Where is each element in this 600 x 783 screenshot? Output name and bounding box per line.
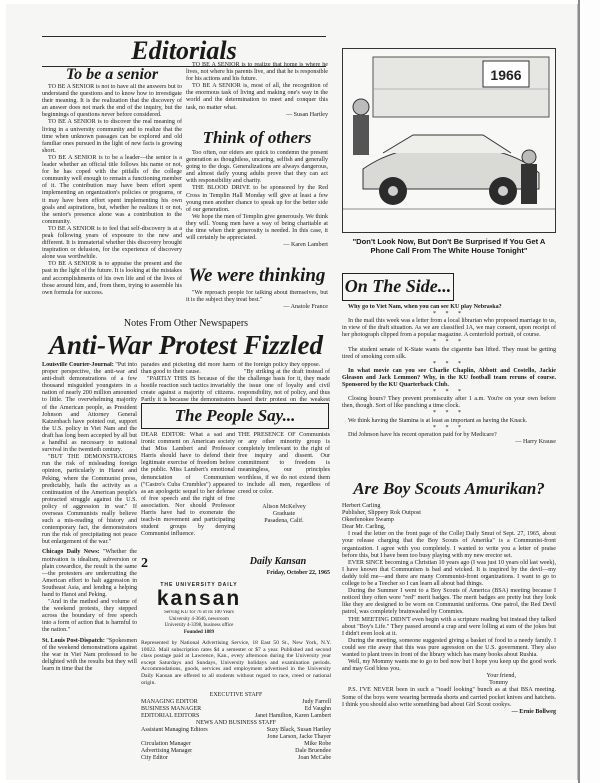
side-column	[342, 304, 556, 474]
notes-source: St. Louis Post-Dispatch:	[42, 637, 105, 644]
senior-p5: TO BE A SENIOR is to appraise the present and the past in the light of the future. It is looking at the mistakes and accomplishments of his own life and of the lives of those around him, and, from them, trying to assemble his own formula for success.	[42, 261, 182, 296]
masthead-name: Daily Kansan	[249, 556, 307, 567]
notes-c1-item	[42, 599, 137, 634]
side-signature: — Harry Krause	[515, 438, 556, 445]
masthead-logo: kansan	[156, 588, 242, 610]
think-p1: Too often, our elders are quick to condemn the present generation as thoughtless, uncaring, selfish and generally going to the dogs. Generalizations are always dangerous, and almost daily young adults prove that they can act with responsibility and charity.	[186, 150, 328, 185]
staff-name: Janet Hamilton, Karen Lambert	[255, 713, 331, 719]
side-stars-4: * * *	[433, 389, 465, 396]
people-signature: Alison McKelvey	[262, 503, 306, 510]
staff-row	[141, 741, 331, 748]
staff-row	[141, 713, 331, 720]
scouts-p6: Well, my Mommy wants me to go to bed now but I hope you keep up the good work and may God bless you.	[342, 659, 556, 673]
staff-row	[141, 699, 331, 706]
notes-c3-item	[238, 369, 330, 402]
senior-column-1	[42, 84, 182, 314]
staff-name: Dale Bruendee	[295, 748, 331, 754]
cartoon-sign-1966: 1966	[490, 67, 522, 83]
scouts-p2: EVER SINCE becoming a Christian 10 years ago (I was just 10 years old last week), I have known that Communism is bad and wicked. It is inspired by the devil—my daddy told me—and there are many Communist-front organizations. I want to go to college to be a Teecher so I can learn all about bad things.	[342, 559, 556, 588]
staff-name: Jone Larson, Jacke Thayer	[267, 734, 331, 740]
staff-row	[141, 755, 331, 762]
scouts-close2: Tommy	[489, 680, 508, 687]
side-p5: We think having the Stamina is at least as important as having the Knack.	[348, 417, 528, 424]
page-number: 2	[141, 556, 148, 571]
scouts-title: Are Boy Scouts Amurikan?	[353, 479, 545, 498]
senior-p4: TO BE A SENIOR is to feel that self-discovery is at a peak following years of exposure to the new and different. It is immaterial whether this discovery brought inspiration or delusion, for the experience of discovery alone was worthwhile.	[42, 225, 182, 261]
senior-column-2	[186, 62, 328, 124]
side-stars-5: * * *	[433, 410, 465, 417]
cartoon-drawing	[343, 49, 555, 232]
scouts-ps: P.S. I'VE NEVER been in such a "toadf looking" bunch as at that BSA meeting. Some of the boys were wearing bermuda shorts and carried pocket knives and hatchets. I think you should also write something bad about Girl Scout cookys.	[342, 687, 556, 708]
scouts-addr1: Herbert Carling	[342, 503, 381, 509]
people-letter-a: DEAR EDITOR: What a sad and ironic comment on American society that Miss Lambert and Professor Harris should have to defend their legitimate exercise of freedom before the public. Miss Lambert's emotional denunciation of Communism ("Castro's Cuba Crumbles") appeared as an apologetic sequel to her defense of free speech and the right of free association. Nor should Professor Harris have had to exonerate the teach-in movement and participating student groups by denying Communist influence.	[141, 432, 235, 538]
notes-text: "PARTLY THIS IS because of the hostile reaction such tactics invariably create against a majority of citizens. Partly it is because the demonstrators	[141, 376, 235, 402]
staff-name: Mike Robe	[304, 741, 331, 747]
people-column-1	[141, 432, 235, 552]
side-q1: Why go to Viet Nam, when you can see KU play Nebraska?	[348, 304, 502, 310]
staff-row	[141, 727, 331, 734]
masthead-staff	[141, 692, 331, 776]
notes-source: Chicago Daily News:	[42, 549, 100, 556]
masthead-tags	[141, 610, 257, 638]
notes-text: "BUT THE DEMONSTRATORS run the risk of misleading foreign opinion, particularly in Hanoi and Peking, where the Communist press, predictably, hails the activity as a continuation of the American people's protracted struggle against the U.S. policy of aggression in war." If overseas Communists really believe such a mis-reading of history and contemporary fact, the demonstrators run the risk of precipitating not peace but enlargement of the war."	[42, 454, 137, 546]
people-letter-b: THE PRESENCE OF Communists or any other minority group is completely irrelevant to the right of free inquiry and dissent. Our commitment to freedom is meaningless, our principles worthless, if we do not extend them to include all men, regardless of creed or color.	[238, 432, 330, 495]
staff-row	[141, 706, 331, 713]
masthead-date: Friday, October 22, 1965	[266, 570, 330, 576]
notes-c1-item	[42, 549, 137, 599]
staff-role: Assistant Managing Editors	[141, 727, 208, 733]
side-p6: Did Johnson have his recent operation paid for by Medicare?	[348, 431, 497, 438]
notes-column-1	[42, 362, 137, 776]
notes-text: "And in the method and volume of the weekend protests, they stepped across the boundary of free speech into a form of action that is harmful to the nation."	[42, 599, 137, 634]
people-column-2	[238, 432, 330, 552]
masthead-description: Represented by National Advertising Service, 18 East 50 St., New York, N.Y. 10022. Mail subscription rates $4 a semester or $7 a year. Published and second class postage paid at Lawrence, Kan., every afternoon during the University year except Saturdays and Sundays, University holidays and examination periods. Accommodations, goods, services and employment advertised in the University Daily Kansan are offered to all students without regard to race, creed or national origin.	[141, 640, 331, 686]
scouts-addr2: Publisher, Slippery Rok Outpost	[342, 510, 421, 517]
scouts-signature: — Ernie Bollweg	[511, 708, 556, 715]
masthead-tag: University 4-3646, newsroom	[169, 616, 229, 622]
notes-c1-item	[42, 454, 137, 546]
staff-name: Ed Vaughn	[304, 706, 331, 712]
people-sigline2: Graduate	[272, 510, 296, 517]
think-column	[186, 150, 328, 266]
political-cartoon	[342, 48, 556, 233]
notes-text: "By striking at the draft instead of the challenge basis for it, they made the issue one of loyalty and civil responsibility, not of policy, and thus based their protest on the weakest	[238, 369, 330, 402]
staff-row	[141, 734, 331, 741]
side-p4: Closing hours? They prevent promiscuity after 1 a.m. You're on your own before then, though. Sort of like punching a time clock.	[342, 396, 556, 410]
thinking-signature: — Anatole France	[283, 304, 328, 311]
senior-signature: — Susan Hartley	[286, 111, 328, 118]
senior-p1: TO BE A SENIOR is not to have all the answers but to understand the questions and to know how to investigate their meaning. It is the realization that the discovery of an answer does not mark the end of the inquiry, but the beginnings of questions never before considered.	[42, 84, 182, 119]
side-p1: In the mail this week was a letter from a local librarian who proposed marriage to us, in view of the draft situation. As we are classified 1A, we may consent, upon receipt of her photograph clipped from a popular magazine. A centerfold portrait, of course.	[342, 318, 556, 339]
think-signature: — Karen Lambert	[283, 242, 328, 249]
staff-role: BUSINESS MANAGER	[141, 706, 202, 712]
masthead-kicker: THE UNIVERSITY DAILY	[160, 582, 238, 588]
scouts-close1: Your friend,	[486, 673, 516, 680]
cartoon-caption: "Don't Look Now, But Don't Be Surprised If You Get A Phone Call From The White House Tonight"	[352, 237, 546, 255]
think-p2: THE BLOOD DRIVE to be sponsored by the Red Cross in Templin Hall Monday will give at least a few young men another chance to speak up for the better side of our generation.	[186, 185, 328, 213]
exec-staff-heading: EXECUTIVE STAFF	[209, 692, 263, 698]
staff-row	[141, 748, 331, 755]
notes-headline: Anti-War Protest Fizzled	[48, 330, 324, 360]
thinking-quote: "We reproach people for talking about themselves, but it is the subject they treat best."	[186, 290, 328, 304]
side-stars-3: * * *	[433, 360, 465, 367]
thinking-title: We were thinking	[188, 265, 326, 286]
staff-role: City Editor	[141, 755, 168, 761]
page-edge-strip	[578, 0, 600, 783]
side-p3: In what movie can you see Charlie Chaplin, Abbott and Costello, Jackie Gleason and Jack Lemmon? Why, in the KU football team reruns of course. Sponsored by the KU Quarterback Club.	[342, 367, 556, 389]
side-stars-1: * * *	[433, 311, 465, 318]
staff-name: Suzy Black, Susan Hartley	[266, 727, 331, 733]
thinking-column	[186, 290, 328, 312]
staff-role: EDITORIAL EDITORS	[141, 713, 200, 719]
staff-name: Judy Farrell	[302, 699, 331, 705]
notes-text: "Put into proper perspective, the anti-war and anti-draft demonstrations of a few thousand misguided youngsters in a nation of nearly 200 million amounted to little. The overwhelming majority of the American people, as President Johnson and Attorney General Katzenbach have pointed out, support the U.S. policy in Viet Nam and the draft has long been accepted by all but a handful as necessary to national survival in the twentieth century.	[42, 362, 137, 454]
notes-c2-item	[141, 362, 235, 376]
notes-column-3	[238, 362, 330, 402]
news-staff-heading: NEWS AND BUSINESS STAFF	[195, 720, 277, 726]
senior-title: To be a senior	[65, 66, 159, 83]
notes-text: of the foreign policy they oppose.	[238, 362, 321, 368]
staff-name: Joan McCabe	[298, 755, 331, 761]
notes-c2-item	[141, 376, 235, 402]
staff-role: MANAGING EDITOR	[141, 699, 198, 705]
staff-role: Circulation Manager	[141, 741, 191, 747]
senior-p6: TO BE A SENIOR is to realize that home is where he lives, not where his parents live, and that he is responsible for his actions and his future.	[186, 62, 328, 83]
notes-text: "Spokesmen of the weekend demonstrations against the war in Viet Nam professed to be delighted with the results but they will learn in time that the	[42, 637, 137, 672]
masthead-tag: University 4-3398, business office	[164, 623, 234, 629]
people-sigline3: Pasadena, Calif.	[264, 518, 304, 525]
senior-p2: TO BE A SENIOR is to discover the real meaning of living in a university community and to realize that the time when unknown passages can be explored and old familiar ones pursued in the light of new facts is growing short.	[42, 119, 182, 154]
scouts-column	[342, 503, 556, 775]
notes-source: Louisville Courier-Journal:	[42, 362, 114, 368]
staff-role: Advertising Manager	[141, 748, 193, 754]
scouts-p3: During the Summer I went to a Boy Scouts of America (BSA) meeting because I noticed they often wore "red" merit badges. The merit badges are pretty but they look like they are designed to be worn on Communist uniforms. One patrol, the Red Devil patrol, was completely brainwashed by Commies.	[342, 588, 556, 616]
editorials-banner: Editorials	[131, 37, 237, 65]
notes-column-2	[141, 362, 235, 402]
notes-text: parades and picketing did more harm than good to their cause.	[141, 362, 235, 376]
scouts-p5: During the meeting, someone suggested giving a basket of food to a needy family. I could see rite away that this was pure agression on the U.S. government. They also wanted to plant trees in front of the library which has many books about Rushia.	[342, 637, 556, 658]
scouts-p4: THE MEETING DIDN'T even begin with a scripture reading but instead they talked about "Boy's Life." They passed around a crap and were lolling at sum of the jokes but I didn't even look at it.	[342, 616, 556, 637]
side-p2: The student senate of K-State wants the cigarette ban lifted. They must be getting tired of smoking corn silk.	[342, 346, 556, 360]
masthead-tag: Serving KU for 76 of its 100 Years	[164, 610, 234, 615]
scouts-addr4: Dear Mr. Carling,	[342, 524, 386, 531]
people-title: The People Say...	[141, 403, 329, 429]
think-p3: We hope the men of Templin give generously. We think they will. Young men have a way of being charitable at the time when their generosity is needed. In this case, it will certainly be appreciated.	[186, 213, 328, 242]
masthead-tag: Founded 1889	[183, 629, 215, 635]
notes-text: "Whether the motivation is idealism, subversion or plain cowardice, the result is the same—the protesters are undercutting the American effort to halt aggression in Southeast Asia, and lending a helping hand to Hanoi and Peking.	[42, 549, 137, 598]
notes-c1-item	[42, 362, 137, 454]
side-title: On The Side...	[342, 273, 454, 301]
notes-kicker: Notes From Other Newspapers	[123, 318, 249, 329]
think-title: Think of others	[202, 128, 312, 147]
notes-c1-item	[42, 638, 137, 673]
senior-p3: TO BE A SENIOR is to be a leader—the senior is a leader whether an official title follows his name or not, for he has coped with the pitfalls of the college community well enough to remain a functioning member of it. The contribution may have been effort spent implementing an organization's policies or programs, or it may have been effort spent implementing his own goals and aspirations, but, whether he realizes it or not, the senior's presence alone was a contribution to the community.	[42, 154, 182, 225]
side-stars-2: * * *	[433, 339, 465, 346]
side-stars-6: * * *	[433, 424, 465, 431]
scouts-addr3: Okeefenokee Swamp	[342, 517, 394, 524]
senior-p7: TO BE A SENIOR is, most of all, the recognition of the enormous task of living and making one's way in the world and the determination to meet and conquer this task, no matter what.	[186, 83, 328, 111]
scouts-p1: I read the letter on the front page of the Collej Daily Smut of Sept. 27, 1965, about your release charging that the Boy Scouts of Amerika" is a Communist-front organization. I agree with you completely. I wanted to write you a letter of praise before this, but I have been too busy playing with my new erector set.	[342, 531, 556, 559]
